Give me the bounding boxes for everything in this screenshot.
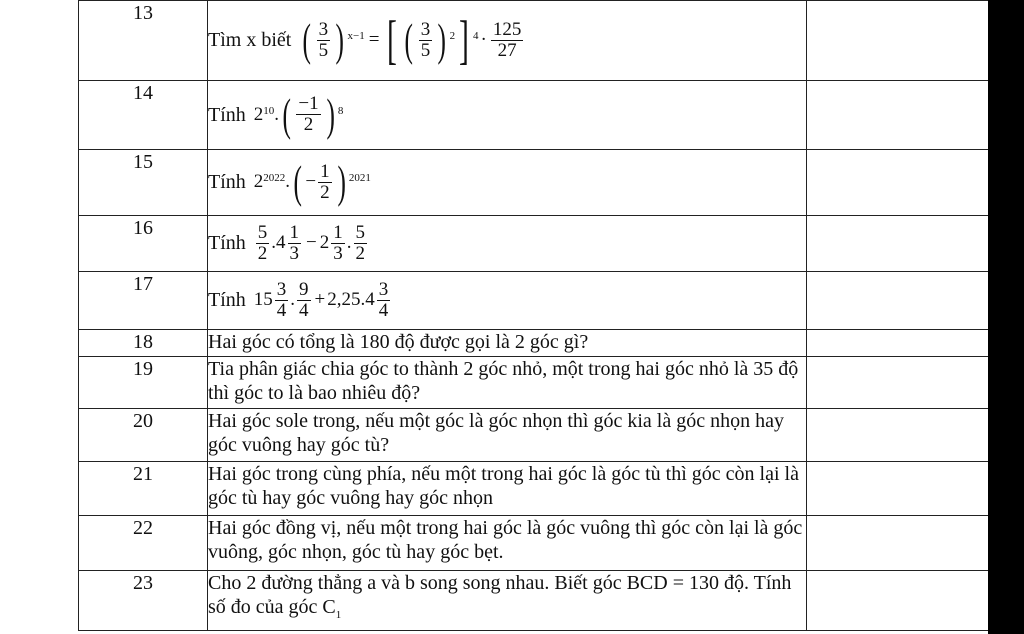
empty-cell	[807, 571, 990, 631]
question-text: Hai góc trong cùng phía, nếu một trong hai góc là góc tù thì góc còn lại là góc tù hay góc vuông hay góc nhọn	[208, 462, 807, 516]
question-label: Tính	[208, 171, 246, 193]
table-row	[79, 216, 990, 272]
question-label: Tính	[208, 289, 246, 311]
math-expression: $\frac{5}{2}$ . 4 $\frac{1}{3}$ − 2 $\frac{1}{3}$ . $\frac{5}{2}$	[257, 221, 365, 264]
row-number: 14	[79, 81, 208, 150]
table-row	[79, 462, 990, 516]
question-label: Tìm x biết	[208, 29, 292, 51]
table-row	[79, 516, 990, 571]
row-number: 16	[79, 216, 208, 272]
question-text: Tia phân giác chia góc to thành 2 góc nhỏ, một trong hai góc nhỏ là 35 độ thì góc to là bao nhiêu độ?	[208, 357, 807, 409]
math-expression: ( $\frac{3}{5}$ ) $^{x-1}$ = [ ( $\frac{3}{5}$ ) $^2$ ] $^4$ · $\frac{125}{27}$	[302, 10, 522, 70]
table-row	[79, 571, 990, 631]
empty-cell	[807, 272, 990, 330]
question-cell	[208, 81, 807, 150]
table-row	[79, 272, 990, 330]
empty-cell	[807, 216, 990, 272]
table-row	[79, 150, 990, 216]
row-number: 18	[79, 330, 208, 357]
question-cell	[208, 1, 807, 81]
row-number: 13	[79, 1, 208, 81]
table-row	[79, 357, 990, 409]
table-row	[79, 1, 990, 81]
empty-cell	[807, 81, 990, 150]
question-table	[78, 0, 990, 631]
question-text: Cho 2 đường thẳng a và b song song nhau. Biết góc BCD = 130 độ. Tính số đo của góc C	[208, 572, 792, 618]
math-expression: 2 $^{10}$ . ( $\frac{-1}{2}$ ) $^8$	[253, 88, 344, 140]
question-text: Hai góc đồng vị, nếu một trong hai góc là góc vuông thì góc còn lại là góc vuông, góc nhọn, góc tù hay góc bẹt.	[208, 516, 807, 571]
question-cell	[208, 216, 807, 272]
question-text: Hai góc có tổng là 180 độ được gọi là 2 góc gì?	[208, 330, 807, 357]
table-row	[79, 81, 990, 150]
row-number: 22	[79, 516, 208, 571]
empty-cell	[807, 357, 990, 409]
row-number: 15	[79, 150, 208, 216]
question-label: Tính	[208, 103, 246, 126]
row-number: 19	[79, 357, 208, 409]
empty-cell	[807, 516, 990, 571]
dark-edge	[988, 0, 1024, 634]
empty-cell	[807, 150, 990, 216]
question-cell	[208, 150, 807, 216]
question-cell	[208, 272, 807, 330]
row-number: 20	[79, 409, 208, 462]
math-expression: 2 $^{2022}$ . ( − $\frac{1}{2}$ ) $^{2021}$	[253, 156, 371, 207]
empty-cell	[807, 1, 990, 81]
row-number: 21	[79, 462, 208, 516]
table-row	[79, 409, 990, 462]
empty-cell	[807, 330, 990, 357]
math-expression: 15 $\frac{3}{4}$ . $\frac{9}{4}$ + 2,25. 4 $\frac{3}{4}$	[253, 278, 389, 321]
row-number: 17	[79, 272, 208, 330]
empty-cell	[807, 462, 990, 516]
empty-cell	[807, 409, 990, 462]
question-label: Tính	[208, 232, 246, 254]
question-cell	[208, 571, 807, 631]
question-text: Hai góc sole trong, nếu một góc là góc nhọn thì góc kia là góc nhọn hay góc vuông hay góc tù?	[208, 409, 807, 462]
subscript: 1	[335, 609, 342, 621]
row-number: 23	[79, 571, 208, 631]
table-row	[79, 330, 990, 357]
